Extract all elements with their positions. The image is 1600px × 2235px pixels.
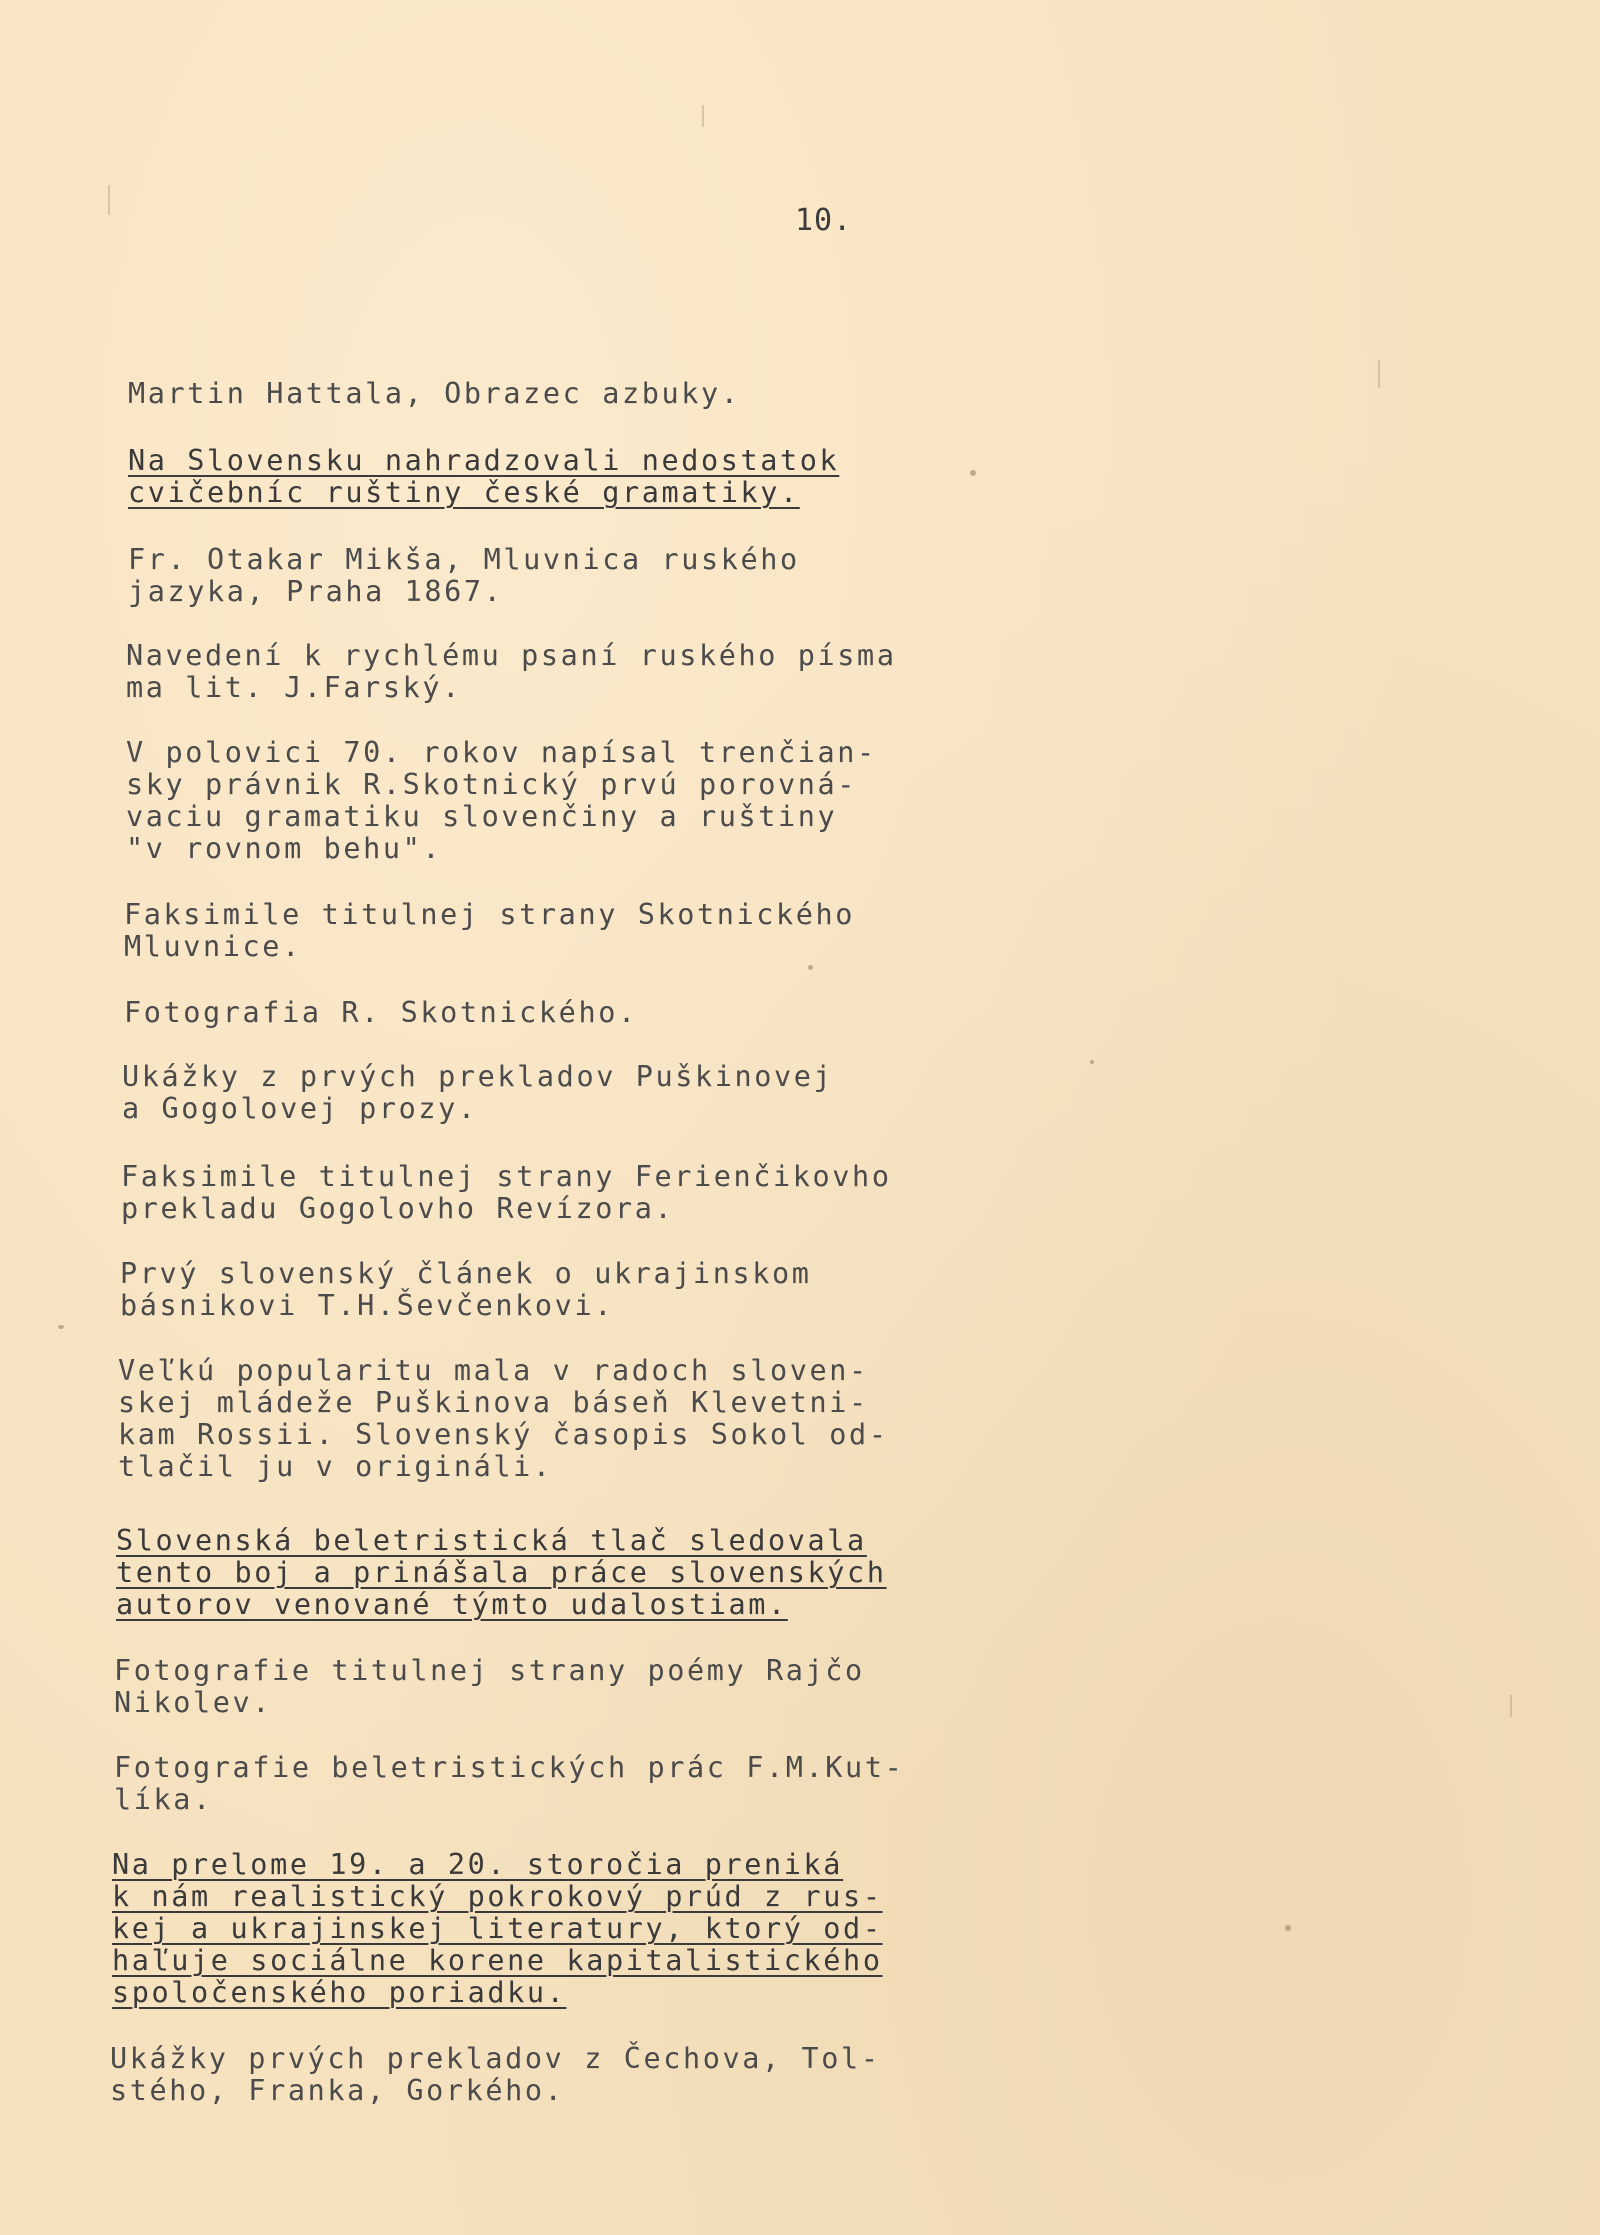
- paper-scratch: [1378, 360, 1380, 388]
- entry-line: Ukážky z prvých prekladov Puškinovej: [122, 1060, 834, 1093]
- entry-12: [116, 1525, 887, 1621]
- entry-line: a Gogolovej prozy.: [122, 1092, 478, 1125]
- entry-13: [114, 1655, 865, 1719]
- entry-11: [118, 1355, 889, 1483]
- entry-line: líka.: [114, 1783, 213, 1816]
- entry-2: [128, 445, 839, 509]
- entry-7: [124, 997, 638, 1029]
- entry-line: jazyka, Praha 1867.: [128, 575, 504, 608]
- entry-6: [124, 899, 855, 963]
- entry-line: stého, Franka, Gorkého.: [110, 2074, 565, 2107]
- entry-line: autorov venované týmto udalostiam.: [116, 1588, 788, 1621]
- paper-scratch: [108, 185, 110, 215]
- paper-speck: [58, 1325, 64, 1329]
- entry-10: [120, 1258, 812, 1322]
- entry-line: Navedení k rychlému psaní ruského písma: [126, 639, 897, 672]
- entry-line: Nikolev.: [114, 1686, 273, 1719]
- entry-line: spoločenského poriadku.: [112, 1976, 567, 2009]
- entry-5: [126, 737, 877, 865]
- entry-line: Fotografie beletristických prác F.M.Kut-: [114, 1751, 905, 1784]
- entry-line: Mluvnice.: [124, 930, 302, 963]
- entry-line: Veľkú popularitu mala v radoch sloven-: [118, 1354, 869, 1387]
- paper-scratch: [702, 105, 704, 127]
- entry-line: ma lit. J.Farský.: [126, 671, 462, 704]
- entry-14: [114, 1752, 904, 1816]
- entry-line: k nám realistický pokrokový prúd z rus-: [112, 1880, 883, 1913]
- entry-line: Na prelome 19. a 20. storočia preniká: [112, 1848, 844, 1881]
- entry-line: básnikovi T.H.Ševčenkovi.: [120, 1289, 614, 1322]
- entry-3: [128, 544, 800, 608]
- entry-16: [110, 2043, 881, 2107]
- entry-9: [121, 1161, 892, 1225]
- entry-line: kam Rossii. Slovenský časopis Sokol od-: [118, 1418, 889, 1451]
- paper-speck: [808, 965, 813, 970]
- entry-line: sky právnik R.Skotnický prvú porovná-: [126, 768, 858, 801]
- entry-line: Slovenská beletristická tlač sledovala: [116, 1524, 867, 1557]
- entry-line: cvičebníc ruštiny české gramatiky.: [128, 476, 800, 509]
- entry-line: tlačil ju v origináli.: [118, 1450, 553, 1483]
- entry-line: V polovici 70. rokov napísal trenčian-: [126, 736, 877, 769]
- entry-line: Na Slovensku nahradzovali nedostatok: [128, 444, 840, 477]
- paper-speck: [1090, 1060, 1094, 1064]
- entry-line: Fr. Otakar Mikša, Mluvnica ruského: [128, 543, 800, 576]
- entry-line: Fotografia R. Skotnického.: [124, 996, 638, 1029]
- entry-line: Faksimile titulnej strany Ferienčikovho: [121, 1160, 892, 1193]
- paper-scratch: [1510, 1695, 1512, 1717]
- entry-line: Prvý slovenský článek o ukrajinskom: [120, 1257, 812, 1290]
- entry-8: [122, 1061, 833, 1125]
- entry-line: prekladu Gogolovho Revízora.: [121, 1192, 675, 1225]
- entry-15: [112, 1849, 883, 2009]
- paper-speck: [1285, 1925, 1291, 1931]
- entry-line: skej mládeže Puškinova báseň Klevetni-: [118, 1386, 869, 1419]
- entry-1: [128, 378, 741, 410]
- entry-line: Faksimile titulnej strany Skotnického: [124, 898, 856, 931]
- entry-line: kej a ukrajinskej literatury, ktorý od-: [112, 1912, 883, 1945]
- entry-line: Fotografie titulnej strany poémy Rajčo: [114, 1654, 865, 1687]
- entry-line: Martin Hattala, Obrazec azbuky.: [128, 377, 741, 410]
- entry-4: [126, 640, 897, 704]
- page-number: 10.: [795, 203, 853, 238]
- entry-line: "v rovnom behu".: [126, 832, 443, 865]
- entry-line: Ukážky prvých prekladov z Čechova, Tol-: [110, 2042, 881, 2075]
- entry-line: tento boj a prinášala práce slovenských: [116, 1556, 887, 1589]
- paper-speck: [970, 470, 976, 476]
- entry-line: vaciu gramatiku slovenčiny a ruštiny: [126, 800, 838, 833]
- entry-line: haľuje sociálne korene kapitalistického: [112, 1944, 883, 1977]
